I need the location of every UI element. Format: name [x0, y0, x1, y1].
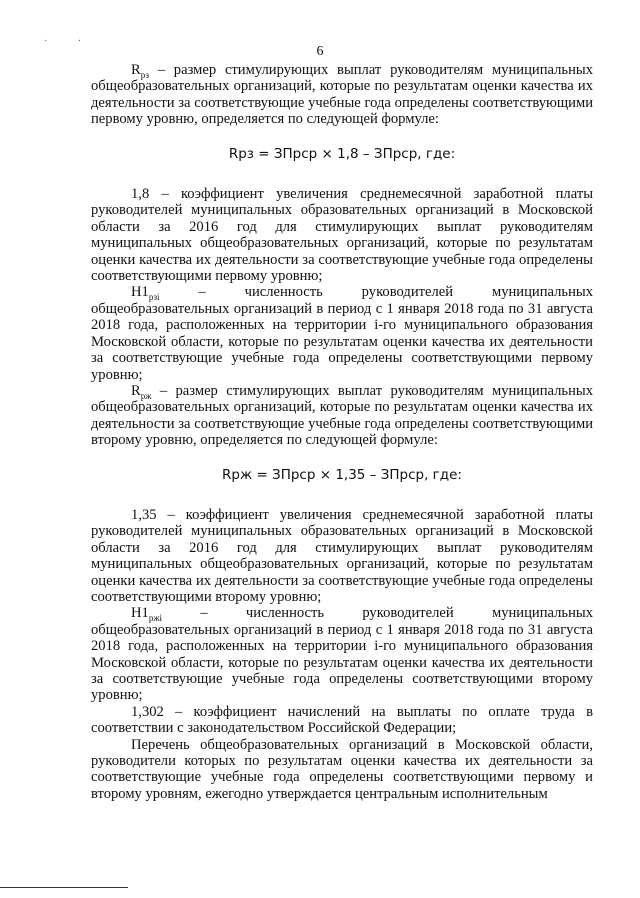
paragraph-coefficient-1-35: 1,35 – коэффициент увеличения среднемесячной заработной платы руководителей муниципальных образовательных организаций в Московской области за 2016 год для стимулирующих выплат руководителям муниципальных общеобразовательных организаций, которые по результатам оценки качества их деятельности за соответствующие учебные года определены соответствующими второму уровню;	[91, 506, 593, 605]
symbol: R	[131, 62, 141, 78]
paragraph-rrzh-definition	[91, 383, 593, 449]
symbol-subscript: рзi	[148, 292, 160, 303]
paragraph-h1rzi-definition	[91, 284, 593, 382]
paragraph-list-approval: Перечень общеобразовательных организаций в Московской области, руководители которых по результатам оценки качества их деятельности за соответствующие учебные года определены соответствующими первому и второму уровням, ежегодно утверждается центральным исполнительным	[91, 736, 593, 802]
paragraph-text: – размер стимулирующих выплат руководителям муниципальных общеобразовательных организаций, которые по результатам оценки качества их деятельности за соответствующие учебные года определены соответствующими второму уровню, определяется по следующей формуле:	[91, 382, 593, 449]
paragraph-text: – размер стимулирующих выплат руководителям муниципальных общеобразовательных организаций, которые по результатам оценки качества их деятельности за соответствующие учебные года определены соответствующими первому уровню, определяется по следующей формуле:	[91, 62, 593, 128]
symbol: Н1	[131, 284, 149, 301]
symbol-subscript: ржi	[148, 613, 163, 624]
paragraph-coefficient-1-8: 1,8 – коэффициент увеличения среднемесячной заработной платы руководителей муниципальных образовательных организаций в Московской области за 2016 год для стимулирующих выплат руководителям муниципальных общеобразовательных организаций, которые по результатам оценки качества их деятельности за соответствующие учебные года определены соответствующими первому уровню;	[91, 186, 593, 285]
paragraph-rrz-definition	[91, 62, 593, 128]
page-number: 6	[316, 44, 324, 59]
symbol-subscript: рж	[140, 390, 152, 401]
formula-rrzh: Rрж = ЗПрср × 1,35 – ЗПрср, где:	[222, 466, 462, 483]
paragraph-h1rzhi-definition	[91, 605, 593, 703]
document-body	[91, 62, 593, 802]
scan-dots: · ·	[44, 36, 96, 47]
symbol: Н1	[131, 605, 149, 622]
paragraph-coefficient-1-302: 1,302 – коэффициент начислений на выплаты по оплате труда в соответствии с законодательством Российской Федерации;	[91, 703, 593, 737]
symbol-subscript: рз	[140, 69, 149, 80]
footer-divider	[0, 887, 128, 888]
symbol: R	[131, 382, 141, 399]
formula-rrz: Rрз = ЗПрср × 1,8 – ЗПрср, где:	[228, 145, 456, 162]
paragraph-text: – численность руководителей муниципальных общеобразовательных организаций в период с 1 января 2018 года по 31 августа 2018 года, расположенных на территории i-го муниципального образования Московской области, которые по результатам оценки качества их деятельности за соответствующие учебные года определены соответствующими первому уровню;	[91, 284, 593, 383]
paragraph-text: – численность руководителей муниципальных общеобразовательных организаций в период с 1 января 2018 года по 31 августа 2018 года, расположенных на территории i-го муниципального образования Московской области, которые по результатам оценки качества их деятельности за соответствующие учебные года определены соответствующими второму уровню;	[91, 605, 593, 704]
